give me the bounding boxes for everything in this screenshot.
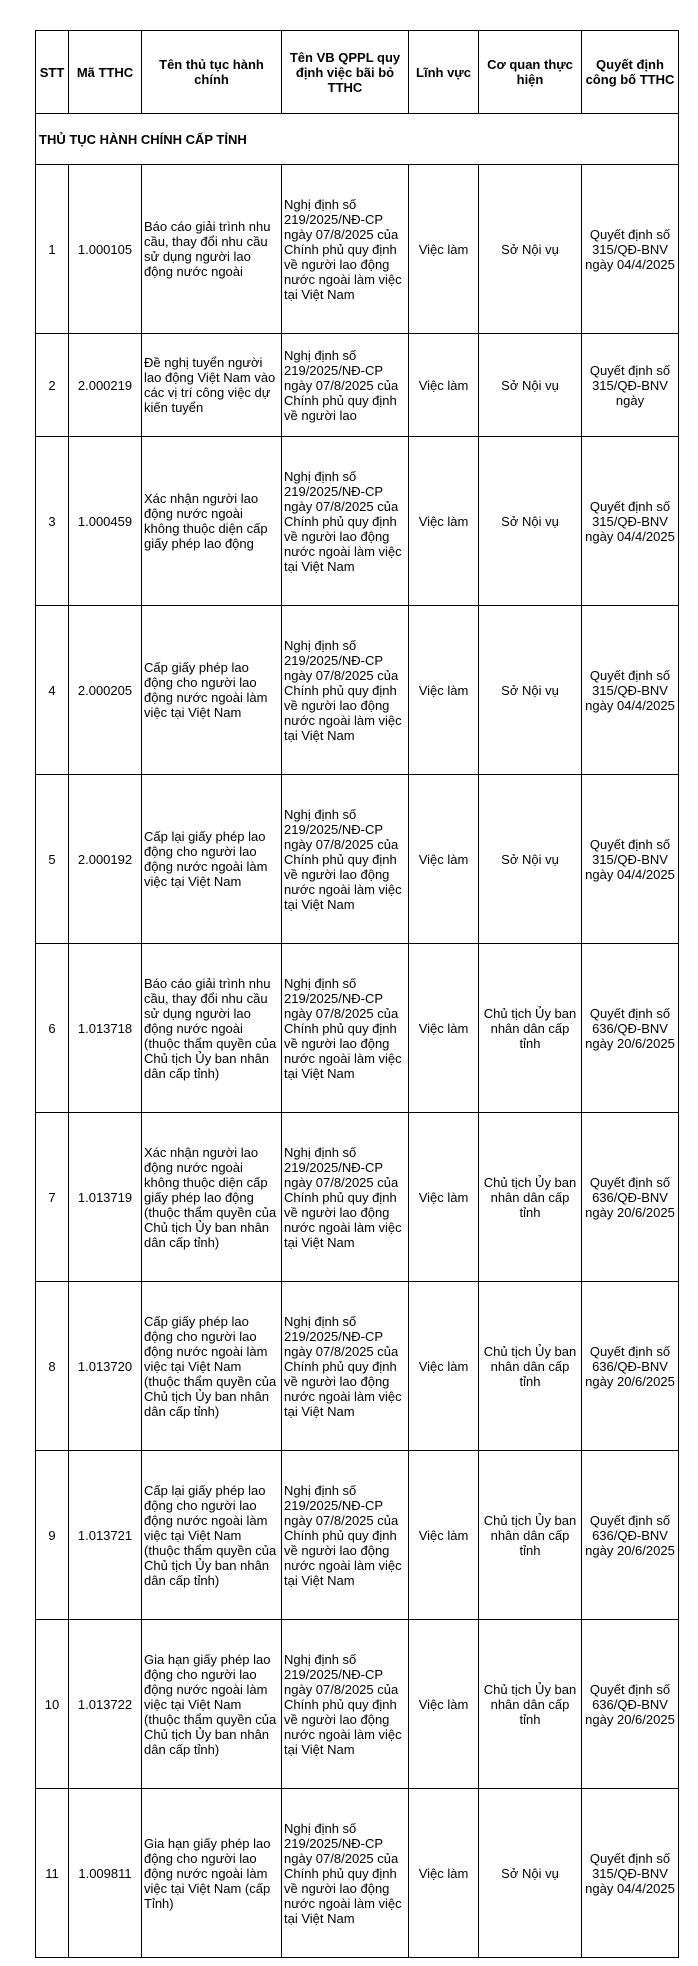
- cell-co-quan: [479, 1451, 582, 1620]
- cell-quyet-dinh-text: Quyết định số 636/QĐ-BNV ngày 20/6/2025: [585, 1343, 675, 1389]
- cell-van-ban-text: Nghị định số 219/2025/NĐ-CP ngày 07/8/2025 của Chính phủ quy định về người lao động nước ngoài làm việc tại Việt Nam: [284, 1820, 402, 1926]
- cell-co-quan-text: Sở Nội vụ: [501, 1865, 559, 1881]
- cell-van-ban: [282, 1620, 409, 1789]
- cell-van-ban-text: Nghị định số 219/2025/NĐ-CP ngày 07/8/2025 của Chính phủ quy định về người lao động nước ngoài làm việc tại Việt Nam: [284, 468, 402, 574]
- cell-stt: [36, 1282, 69, 1451]
- table-row: [36, 1113, 679, 1282]
- cell-quyet-dinh-text: Quyết định số 636/QĐ-BNV ngày 20/6/2025: [585, 1005, 675, 1051]
- cell-ma-tthc-text: 2.000219: [77, 377, 133, 393]
- table-row: [36, 1789, 679, 1958]
- cell-linh-vuc-text: Việc làm: [418, 1358, 469, 1374]
- header-van-ban: Tên VB QPPL quy định việc bãi bỏ TTHC: [282, 31, 409, 114]
- cell-co-quan: [479, 437, 582, 606]
- cell-ten-thu-tuc: [142, 775, 282, 944]
- cell-quyet-dinh-text: Quyết định số 315/QĐ-BNV ngày: [589, 362, 671, 408]
- cell-ma-tthc-text: 1.000459: [77, 513, 133, 529]
- cell-ma-tthc-text: 1.013722: [77, 1696, 133, 1712]
- cell-co-quan: [479, 606, 582, 775]
- header-ten-thu-tuc: Tên thủ tục hành chính: [142, 31, 282, 114]
- cell-van-ban: [282, 1451, 409, 1620]
- cell-ma-tthc: [69, 1451, 142, 1620]
- cell-ten-thu-tuc-text: Xác nhận người lao động nước ngoài không thuộc diện cấp giấy phép lao động (thuộc thẩm quyền của Chủ tịch Ủy ban nhân dân cấp tỉnh): [144, 1144, 277, 1250]
- cell-van-ban-text: Nghị định số 219/2025/NĐ-CP ngày 07/8/2025 của Chính phủ quy định về người lao động nước ngoài làm việc tại Việt Nam: [284, 1651, 402, 1757]
- cell-co-quan: [479, 165, 582, 334]
- cell-ten-thu-tuc: [142, 1451, 282, 1620]
- cell-ma-tthc: [69, 1620, 142, 1789]
- cell-stt-text: 6: [48, 1020, 56, 1036]
- cell-ten-thu-tuc-text: Gia hạn giấy phép lao động cho người lao động nước ngoài làm việc tại Việt Nam (cấp Tỉnh): [144, 1835, 271, 1911]
- cell-linh-vuc-text: Việc làm: [418, 513, 469, 529]
- cell-ten-thu-tuc: [142, 334, 282, 437]
- table-body: [36, 114, 679, 1958]
- cell-stt-text: 8: [48, 1358, 56, 1374]
- cell-quyet-dinh: [582, 1789, 679, 1958]
- cell-quyet-dinh-text: Quyết định số 315/QĐ-BNV ngày 04/4/2025: [585, 226, 675, 272]
- cell-van-ban-text: Nghị định số 219/2025/NĐ-CP ngày 07/8/2025 của Chính phủ quy định về người lao động nước ngoài làm việc tại Việt Nam: [284, 196, 402, 302]
- cell-ten-thu-tuc-text: Báo cáo giải trình nhu cầu, thay đổi nhu cầu sử dụng người lao động nước ngoài (thuộc thẩm quyền của Chủ tịch Ủy ban nhân dân cấp tỉnh): [144, 975, 277, 1081]
- cell-stt-text: 10: [44, 1696, 60, 1712]
- cell-co-quan: [479, 334, 582, 437]
- cell-linh-vuc: [409, 944, 479, 1113]
- cell-ten-thu-tuc: [142, 606, 282, 775]
- cell-ten-thu-tuc-text: Cấp giấy phép lao động cho người lao động nước ngoài làm việc tại Việt Nam: [144, 660, 268, 720]
- cell-ten-thu-tuc-text: Gia hạn giấy phép lao động cho người lao động nước ngoài làm việc tại Việt Nam (thuộc thẩm quyền của Chủ tịch Ủy ban nhân dân cấp tỉnh): [144, 1651, 277, 1757]
- cell-co-quan-text: Chủ tịch Ủy ban nhân dân cấp tỉnh: [483, 1005, 577, 1051]
- cell-stt: [36, 1789, 69, 1958]
- cell-ten-thu-tuc: [142, 1620, 282, 1789]
- cell-van-ban: [282, 334, 409, 437]
- cell-stt-text: 11: [45, 1865, 59, 1881]
- cell-co-quan-text: Sở Nội vụ: [501, 241, 559, 257]
- cell-van-ban-text: Nghị định số 219/2025/NĐ-CP ngày 07/8/2025 của Chính phủ quy định về người lao động nước ngoài làm việc tại Việt Nam: [284, 806, 402, 912]
- cell-van-ban-text: Nghị định số 219/2025/NĐ-CP ngày 07/8/2025 của Chính phủ quy định về người lao động nước ngoài làm việc tại Việt Nam: [284, 637, 402, 743]
- cell-quyet-dinh: [582, 1620, 679, 1789]
- cell-co-quan: [479, 1282, 582, 1451]
- cell-stt: [36, 1451, 69, 1620]
- cell-co-quan-text: Chủ tịch Ủy ban nhân dân cấp tỉnh: [483, 1174, 577, 1220]
- cell-stt: [36, 334, 69, 437]
- cell-ten-thu-tuc: [142, 1282, 282, 1451]
- table-row: [36, 606, 679, 775]
- table-row: [36, 944, 679, 1113]
- cell-ma-tthc-text: 1.013718: [77, 1020, 133, 1036]
- cell-linh-vuc: [409, 1451, 479, 1620]
- cell-linh-vuc: [409, 1113, 479, 1282]
- cell-van-ban-text: Nghị định số 219/2025/NĐ-CP ngày 07/8/2025 của Chính phủ quy định về người lao: [284, 347, 399, 423]
- cell-van-ban-text: Nghị định số 219/2025/NĐ-CP ngày 07/8/2025 của Chính phủ quy định về người lao động nước ngoài làm việc tại Việt Nam: [284, 1313, 402, 1419]
- cell-van-ban: [282, 944, 409, 1113]
- cell-quyet-dinh-text: Quyết định số 636/QĐ-BNV ngày 20/6/2025: [585, 1681, 675, 1727]
- cell-linh-vuc-text: Việc làm: [418, 1696, 469, 1712]
- cell-co-quan-text: Sở Nội vụ: [501, 682, 559, 698]
- cell-co-quan-text: Chủ tịch Ủy ban nhân dân cấp tỉnh: [483, 1343, 577, 1389]
- cell-linh-vuc-text: Việc làm: [418, 1865, 469, 1881]
- cell-ten-thu-tuc: [142, 165, 282, 334]
- cell-van-ban: [282, 165, 409, 334]
- cell-quyet-dinh-text: Quyết định số 315/QĐ-BNV ngày 04/4/2025: [585, 836, 675, 882]
- cell-ma-tthc: [69, 944, 142, 1113]
- cell-co-quan-text: Chủ tịch Ủy ban nhân dân cấp tỉnh: [483, 1512, 577, 1558]
- cell-linh-vuc-text: Việc làm: [418, 1189, 469, 1205]
- cell-linh-vuc: [409, 334, 479, 437]
- table-row: [36, 1620, 679, 1789]
- cell-stt-text: 3: [48, 513, 56, 529]
- cell-co-quan-text: Sở Nội vụ: [501, 513, 559, 529]
- cell-linh-vuc-text: Việc làm: [418, 851, 469, 867]
- table-row: [36, 1282, 679, 1451]
- cell-stt: [36, 606, 69, 775]
- cell-stt-text: 4: [48, 682, 56, 698]
- cell-ten-thu-tuc: [142, 1789, 282, 1958]
- cell-quyet-dinh: [582, 334, 679, 437]
- cell-stt-text: 2: [48, 377, 56, 393]
- cell-co-quan-text: Chủ tịch Ủy ban nhân dân cấp tỉnh: [483, 1681, 577, 1727]
- cell-van-ban-text: Nghị định số 219/2025/NĐ-CP ngày 07/8/2025 của Chính phủ quy định về người lao động nước ngoài làm việc tại Việt Nam: [284, 1144, 402, 1250]
- cell-quyet-dinh-text: Quyết định số 315/QĐ-BNV ngày 04/4/2025: [585, 667, 675, 713]
- cell-linh-vuc-text: Việc làm: [418, 1020, 469, 1036]
- cell-stt-text: 9: [48, 1527, 56, 1543]
- header-quyet-dinh: Quyết định công bố TTHC: [582, 31, 679, 114]
- cell-co-quan: [479, 1789, 582, 1958]
- cell-van-ban: [282, 1282, 409, 1451]
- cell-ma-tthc-text: 1.013721: [77, 1527, 133, 1543]
- cell-linh-vuc: [409, 165, 479, 334]
- cell-quyet-dinh: [582, 606, 679, 775]
- header-linh-vuc: Lĩnh vực: [409, 31, 479, 114]
- cell-van-ban-text: Nghị định số 219/2025/NĐ-CP ngày 07/8/2025 của Chính phủ quy định về người lao động nước ngoài làm việc tại Việt Nam: [284, 1482, 402, 1588]
- header-co-quan: Cơ quan thực hiện: [479, 31, 582, 114]
- header-stt: STT: [36, 31, 69, 114]
- cell-ten-thu-tuc: [142, 437, 282, 606]
- cell-quyet-dinh-text: Quyết định số 636/QĐ-BNV ngày 20/6/2025: [585, 1512, 675, 1558]
- cell-stt: [36, 944, 69, 1113]
- cell-linh-vuc: [409, 606, 479, 775]
- cell-van-ban: [282, 1113, 409, 1282]
- cell-ma-tthc-text: 1.000105: [77, 241, 133, 257]
- cell-stt: [36, 437, 69, 606]
- cell-linh-vuc: [409, 437, 479, 606]
- cell-ten-thu-tuc-text: Cấp lại giấy phép lao động cho người lao động nước ngoài làm việc tại Việt Nam (thuộc thẩm quyền của Chủ tịch Ủy ban nhân dân cấp tỉnh): [144, 1482, 277, 1588]
- section-title: THỦ TỤC HÀNH CHÍNH CẤP TỈNH: [36, 114, 679, 165]
- table-row: [36, 1451, 679, 1620]
- cell-ma-tthc: [69, 1789, 142, 1958]
- cell-ma-tthc: [69, 606, 142, 775]
- cell-quyet-dinh: [582, 944, 679, 1113]
- cell-stt-text: 7: [48, 1189, 56, 1205]
- cell-linh-vuc: [409, 1282, 479, 1451]
- procedures-table: [35, 30, 679, 1958]
- cell-stt-text: 5: [48, 851, 56, 867]
- cell-ten-thu-tuc: [142, 944, 282, 1113]
- cell-ten-thu-tuc-text: Báo cáo giải trình nhu cầu, thay đổi nhu cầu sử dụng người lao động nước ngoài: [144, 219, 271, 279]
- cell-van-ban: [282, 1789, 409, 1958]
- cell-linh-vuc-text: Việc làm: [418, 682, 469, 698]
- cell-co-quan: [479, 1113, 582, 1282]
- cell-ten-thu-tuc: [142, 1113, 282, 1282]
- cell-ten-thu-tuc-text: Cấp giấy phép lao động cho người lao động nước ngoài làm việc tại Việt Nam (thuộc thẩm quyền của Chủ tịch Ủy ban nhân dân cấp tỉnh): [144, 1313, 277, 1419]
- cell-quyet-dinh: [582, 1113, 679, 1282]
- table-row: [36, 437, 679, 606]
- cell-ma-tthc: [69, 165, 142, 334]
- cell-stt: [36, 1620, 69, 1789]
- cell-ma-tthc-text: 1.013719: [77, 1189, 133, 1205]
- cell-ma-tthc: [69, 1113, 142, 1282]
- cell-quyet-dinh-text: Quyết định số 315/QĐ-BNV ngày 04/4/2025: [585, 498, 675, 544]
- cell-linh-vuc: [409, 775, 479, 944]
- table-row: [36, 775, 679, 944]
- cell-van-ban: [282, 775, 409, 944]
- section-row: [36, 114, 679, 165]
- cell-stt-text: 1: [48, 241, 56, 257]
- cell-ma-tthc-text: 2.000205: [77, 682, 133, 698]
- cell-linh-vuc: [409, 1789, 479, 1958]
- cell-stt: [36, 775, 69, 944]
- cell-ten-thu-tuc-text: Đề nghị tuyển người lao động Việt Nam vào các vị trí công việc dự kiến tuyển: [144, 355, 276, 415]
- cell-ma-tthc: [69, 1282, 142, 1451]
- cell-quyet-dinh-text: Quyết định số 315/QĐ-BNV ngày 04/4/2025: [585, 1850, 675, 1896]
- cell-co-quan-text: Sở Nội vụ: [501, 377, 559, 393]
- cell-ma-tthc-text: 1.013720: [77, 1358, 133, 1374]
- table-row: [36, 165, 679, 334]
- cell-co-quan-text: Sở Nội vụ: [501, 851, 559, 867]
- cell-ten-thu-tuc-text: Cấp lại giấy phép lao động cho người lao động nước ngoài làm việc tại Việt Nam: [144, 829, 268, 889]
- cell-linh-vuc: [409, 1620, 479, 1789]
- cell-linh-vuc-text: Việc làm: [418, 377, 469, 393]
- cell-co-quan: [479, 944, 582, 1113]
- cell-ma-tthc: [69, 437, 142, 606]
- cell-quyet-dinh: [582, 1451, 679, 1620]
- header-row: [36, 31, 679, 114]
- cell-quyet-dinh: [582, 437, 679, 606]
- cell-ma-tthc-text: 2.000192: [77, 851, 133, 867]
- cell-quyet-dinh: [582, 165, 679, 334]
- cell-van-ban: [282, 437, 409, 606]
- table-row: [36, 334, 679, 437]
- cell-quyet-dinh-text: Quyết định số 636/QĐ-BNV ngày 20/6/2025: [585, 1174, 675, 1220]
- cell-van-ban: [282, 606, 409, 775]
- cell-ma-tthc: [69, 334, 142, 437]
- cell-ma-tthc-text: 1.009811: [78, 1865, 132, 1881]
- cell-stt: [36, 165, 69, 334]
- header-ma-tthc: Mã TTHC: [69, 31, 142, 114]
- cell-ten-thu-tuc-text: Xác nhận người lao động nước ngoài không thuộc diện cấp giấy phép lao động: [144, 491, 268, 551]
- cell-stt: [36, 1113, 69, 1282]
- cell-ma-tthc: [69, 775, 142, 944]
- table-header: [36, 31, 679, 114]
- cell-co-quan: [479, 775, 582, 944]
- cell-van-ban-text: Nghị định số 219/2025/NĐ-CP ngày 07/8/2025 của Chính phủ quy định về người lao động nước ngoài làm việc tại Việt Nam: [284, 975, 402, 1081]
- cell-co-quan: [479, 1620, 582, 1789]
- cell-linh-vuc-text: Việc làm: [418, 1527, 469, 1543]
- cell-quyet-dinh: [582, 1282, 679, 1451]
- cell-quyet-dinh: [582, 775, 679, 944]
- cell-linh-vuc-text: Việc làm: [418, 241, 469, 257]
